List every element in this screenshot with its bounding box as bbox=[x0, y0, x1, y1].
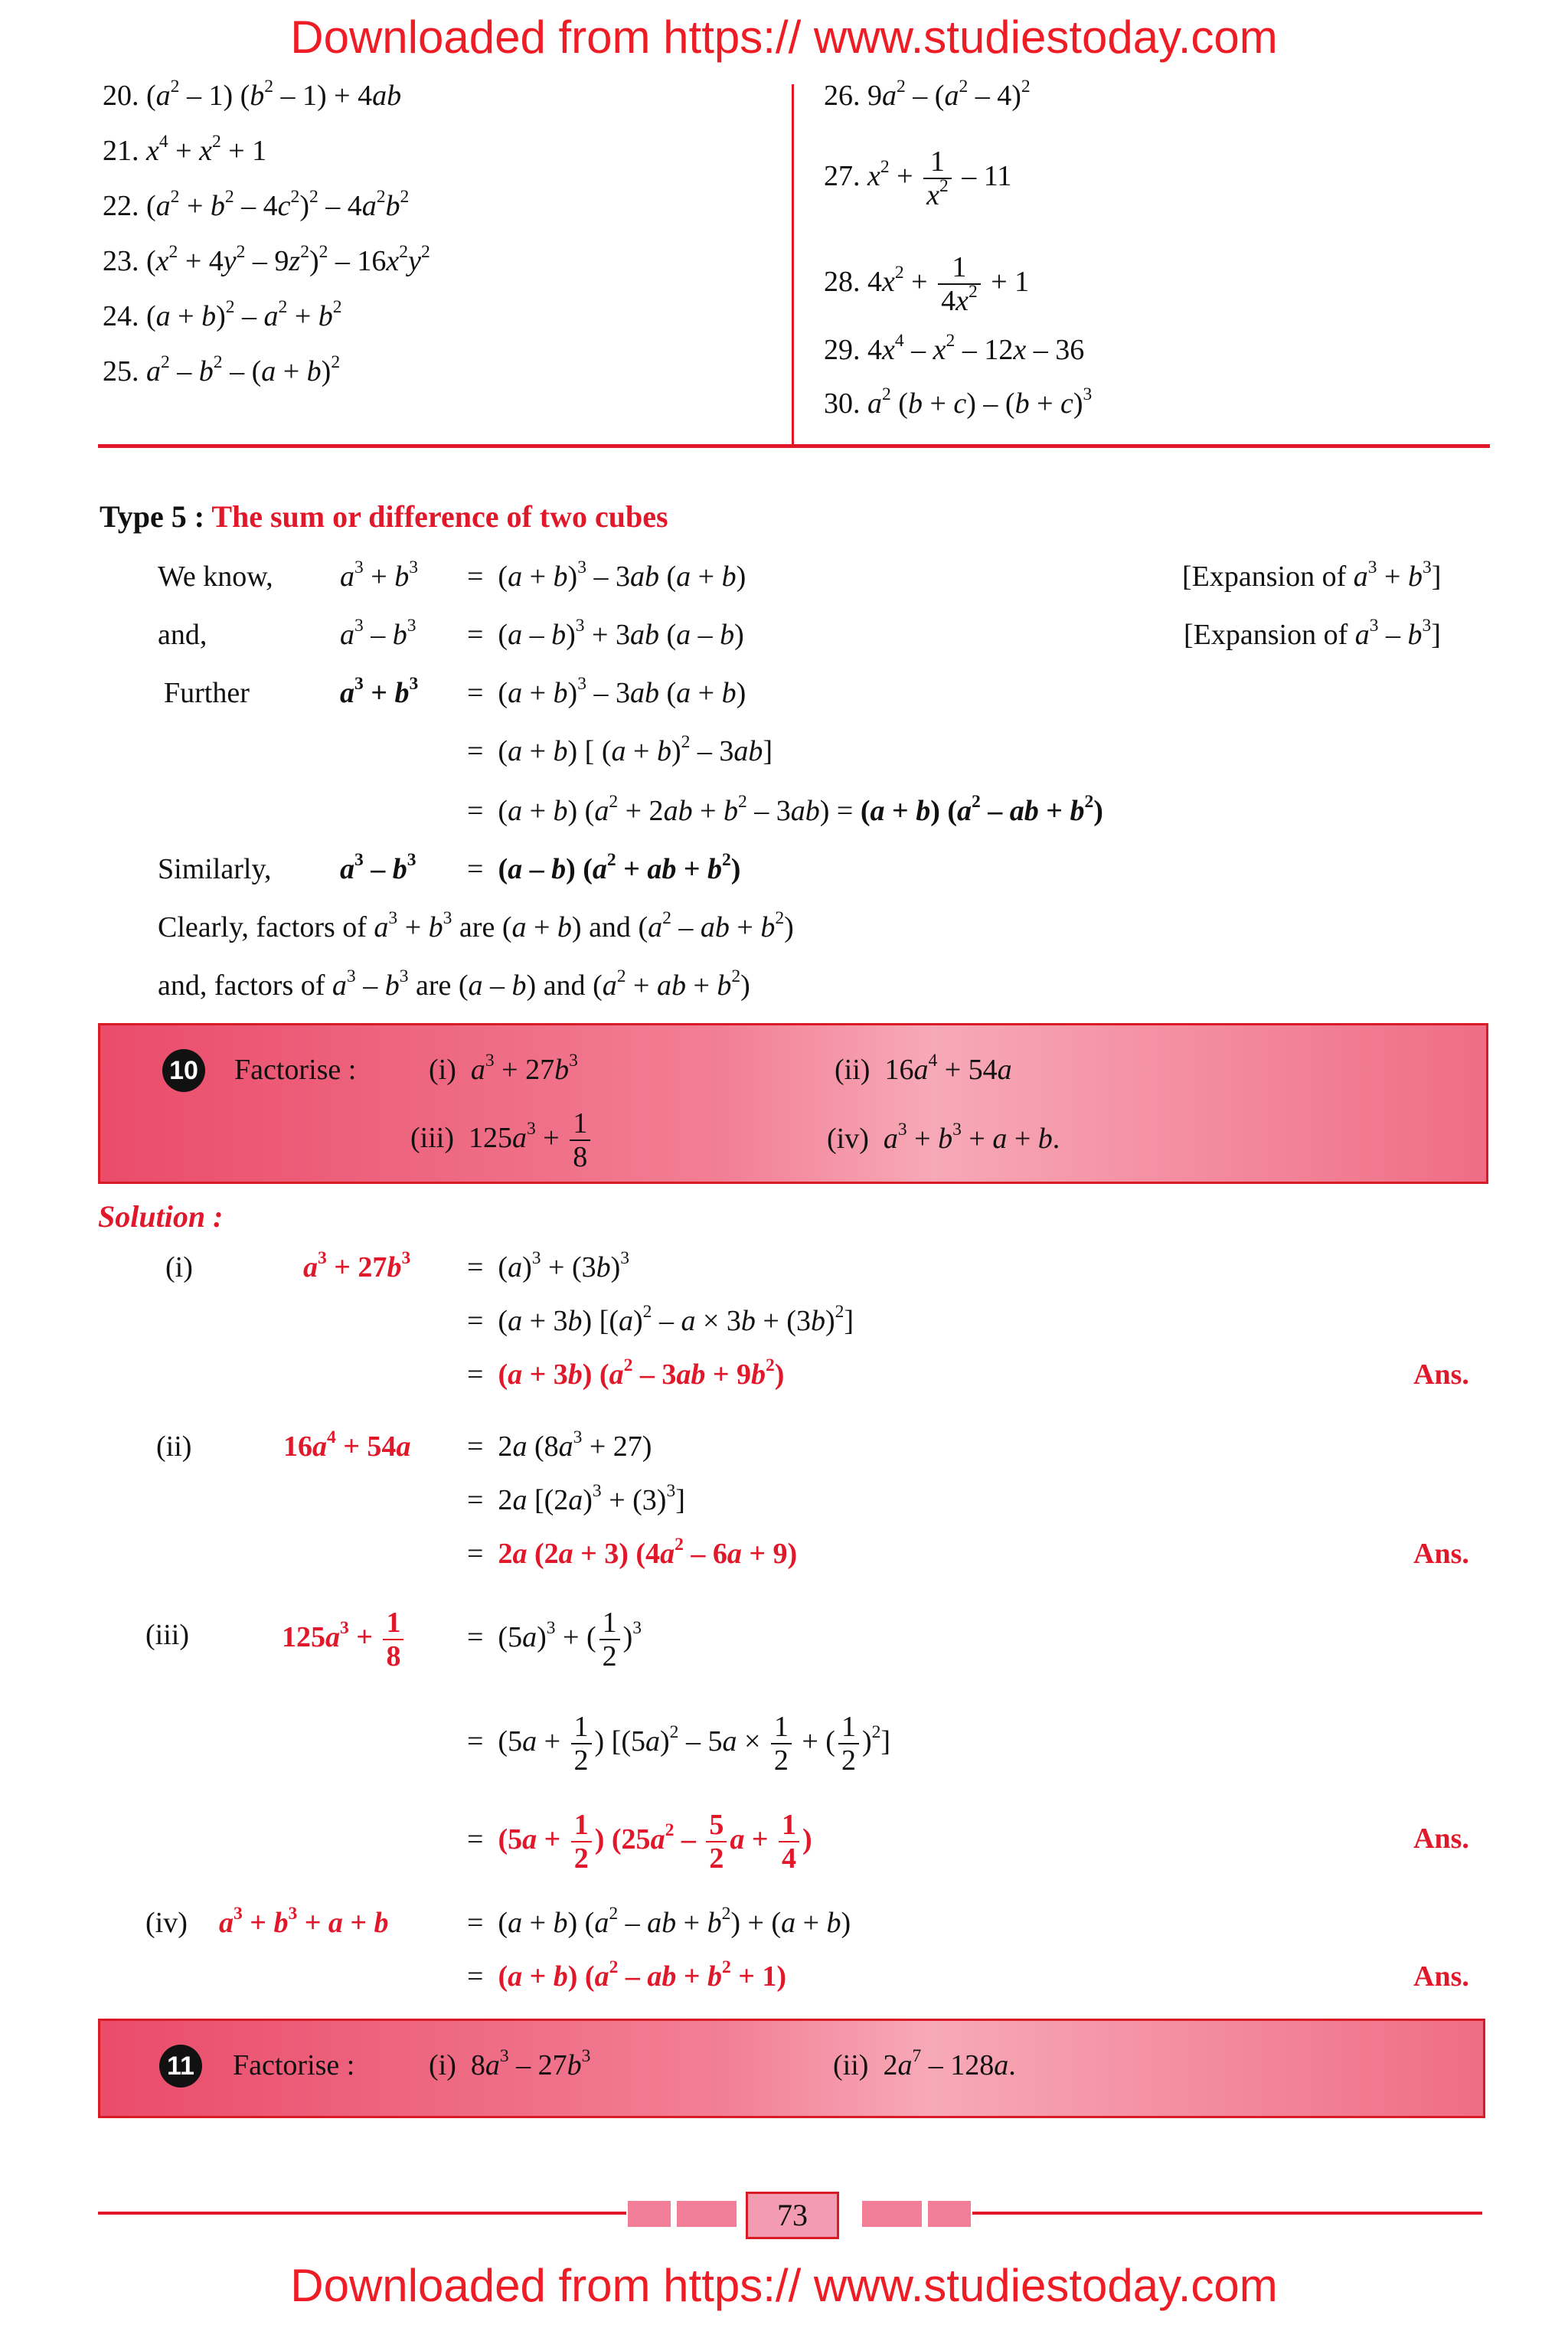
solution-part-ii-label: (ii) bbox=[156, 1430, 192, 1463]
solution-part-i-label: (i) bbox=[165, 1251, 193, 1283]
expansion-note-sum: [Expansion of $a^3 + b^3$] bbox=[1182, 557, 1442, 593]
footer-block bbox=[677, 2201, 737, 2227]
exercise-21: 21. $x^4 + x^2 + 1$ bbox=[103, 132, 267, 167]
similarly-lhs: $a^3 - b^3$ bbox=[340, 850, 416, 885]
identity-sum-lhs: $a^3 + b^3$ bbox=[340, 557, 418, 593]
similarly-rhs: = (a – b) ($a^2$ + ab + $b^2$) bbox=[467, 850, 741, 885]
and-factors-line: and, factors of $a^3 - b^3$ are (a – b) and ($a^2$ + ab + $b^2$) bbox=[158, 966, 750, 1002]
footer-rule-right bbox=[972, 2212, 1482, 2215]
example-11-part-i: (i) $8a^3 - 27b^3$ bbox=[429, 2046, 591, 2081]
exercise-30: 30. $a^2$ $(b + c) - (b + c)^3$ bbox=[824, 384, 1093, 420]
we-know-label: We know, bbox=[158, 561, 273, 593]
ans-ii: Ans. bbox=[1413, 1538, 1469, 1570]
example-10-number: 10 bbox=[162, 1049, 205, 1092]
ans-i: Ans. bbox=[1413, 1358, 1469, 1391]
further-label: Further bbox=[164, 677, 250, 709]
example-10-part-iii: (iii) $125a^3$ + $\frac{1}{8}$ bbox=[410, 1100, 593, 1176]
and-label: and, bbox=[158, 619, 207, 651]
further-lhs: $a^3 + b^3$ bbox=[340, 674, 419, 709]
header-banner: Downloaded from https:// www.studiestoday.com bbox=[290, 11, 1278, 63]
solution-i-lhs: $a^3 + 27b^3$ bbox=[303, 1248, 411, 1283]
solution-ii-step-3: = 2a (2a + 3) $(4a^2 - 6a + 9)$ bbox=[467, 1535, 798, 1570]
solution-iv-step-2: = (a + b) ($a^2$ – ab + $b^2 + 1$) bbox=[467, 1957, 787, 1993]
solution-part-iii-label: (iii) bbox=[145, 1619, 189, 1651]
ans-iii: Ans. bbox=[1413, 1823, 1469, 1855]
solution-part-iv-label: (iv) bbox=[145, 1907, 188, 1939]
solution-i-step-2: = (a + 3b) $[(a)^2 - a \times 3b + (3b)^2]$ bbox=[467, 1302, 854, 1337]
further-step-1: = $(a + b)^3 - 3ab$ (a + b) bbox=[467, 674, 746, 709]
example-10-part-ii: (ii) $16a^4 + 54a$ bbox=[835, 1051, 1012, 1086]
identity-diff-lhs: $a^3 - b^3$ bbox=[340, 616, 416, 651]
column-divider bbox=[792, 84, 794, 444]
example-11-number: 11 bbox=[159, 2045, 202, 2088]
solution-iv-lhs: $a^3 + b^3 + a + b$ bbox=[219, 1904, 389, 1939]
solution-ii-lhs: $16a^4 + 54a$ bbox=[283, 1427, 411, 1463]
solution-i-step-3: = (a + 3b) $(a^2 - 3ab + 9b^2)$ bbox=[467, 1355, 785, 1391]
example-11-label: Factorise : bbox=[233, 2049, 355, 2081]
footer-block bbox=[928, 2201, 971, 2227]
solution-i-step-1: = $(a)^3 + (3b)^3$ bbox=[467, 1248, 630, 1283]
example-11-part-ii: (ii) $2a^7 - 128a$. bbox=[833, 2046, 1016, 2081]
identity-sum-rhs: = $(a + b)^3 - 3ab$ (a + b) bbox=[467, 557, 746, 593]
clearly-line: Clearly, factors of $a^3 + b^3$ are (a + b) and ($a^2$ – ab + $b^2$) bbox=[158, 908, 794, 943]
exercise-28: 28. $4x^2$ + $\frac{1}{4x^2}$ + 1 bbox=[824, 251, 1030, 318]
solution-iii-lhs: $125a^3$ + $\frac{1}{8}$ bbox=[282, 1599, 407, 1676]
further-step-3: = (a + b) $(a^2 + 2ab + b^2 - 3ab) = (a + b)$ ($a^2$ – ab + $b^2$) bbox=[467, 792, 1103, 827]
solution-iii-step-3: = (5a + $\frac{1}{2}$ ) ($25a^2$ – $\frac{5}{2}$ a + $\frac{1}{4}$ ) bbox=[467, 1809, 812, 1875]
solution-heading: Solution : bbox=[98, 1199, 224, 1234]
exercise-26: 26. $9a^2 - (a^2 - 4)^2$ bbox=[824, 77, 1031, 112]
exercise-20: 20. $(a^2 - 1)$ $(b^2 - 1) + 4ab$ bbox=[103, 77, 402, 112]
footer-block bbox=[862, 2201, 922, 2227]
solution-ii-step-2: = 2a $[(2a)^3 + (3)^3]$ bbox=[467, 1481, 685, 1516]
identity-diff-rhs: = (a – b)$^3$ + 3ab (a – b) bbox=[467, 616, 744, 651]
expansion-note-diff: [Expansion of $a^3 - b^3$] bbox=[1184, 616, 1441, 651]
example-10-box bbox=[98, 1023, 1488, 1184]
type5-heading: Type 5 : The sum or difference of two cubes bbox=[100, 499, 668, 534]
exercise-27: 27. $x^2$ + $\frac{1}{x^2}$ – 11 bbox=[824, 145, 1012, 212]
page-number: 73 bbox=[746, 2192, 839, 2239]
exercise-24: 24. $(a + b)^2 - a^2 + b^2$ bbox=[103, 297, 342, 332]
footer-block bbox=[628, 2201, 671, 2227]
exercise-23: 23. $(x^2 + 4y^2 - 9z^2)^2 - 16x^2y^2$ bbox=[103, 242, 430, 277]
footer-banner: Downloaded from https:// www.studiestoday.com bbox=[290, 2260, 1278, 2311]
exercise-22: 22. $(a^2 + b^2 - 4c^2)^2 - 4a^2b^2$ bbox=[103, 187, 410, 222]
footer-rule-left bbox=[98, 2212, 626, 2215]
example-10-part-i: (i) $a^3 + 27b^3$ bbox=[429, 1051, 578, 1086]
solution-ii-step-1: = 2a $(8a^3 + 27)$ bbox=[467, 1427, 652, 1463]
further-step-2: = (a + b) [ $(a + b)^2 - 3ab$] bbox=[467, 732, 773, 767]
solution-iii-step-2: = (5a + $\frac{1}{2}$ ) [$(5a)^2 - 5a$ × $\frac{1}{2}$ + ( $\frac{1}{2}$ )$^2$] bbox=[467, 1711, 891, 1777]
example-10-label: Factorise : bbox=[234, 1054, 357, 1086]
similarly-label: Similarly, bbox=[158, 853, 272, 885]
solution-iv-step-1: = (a + b) ($a^2$ – ab + $b^2) + (a + b)$ bbox=[467, 1904, 851, 1939]
exercise-25: 25. $a^2 - b^2 - (a + b)^2$ bbox=[103, 352, 341, 387]
solution-iii-step-1: = $(5a)^3$ + ( $\frac{1}{2}$ )$^3$ bbox=[467, 1607, 642, 1673]
example-10-part-iv: (iv) $a^3 + b^3 + a + b$. bbox=[827, 1120, 1060, 1155]
section-divider bbox=[98, 444, 1490, 448]
ans-iv: Ans. bbox=[1413, 1960, 1469, 1993]
exercise-29: 29. $4x^4 - x^2 - 12x - 36$ bbox=[824, 331, 1085, 366]
